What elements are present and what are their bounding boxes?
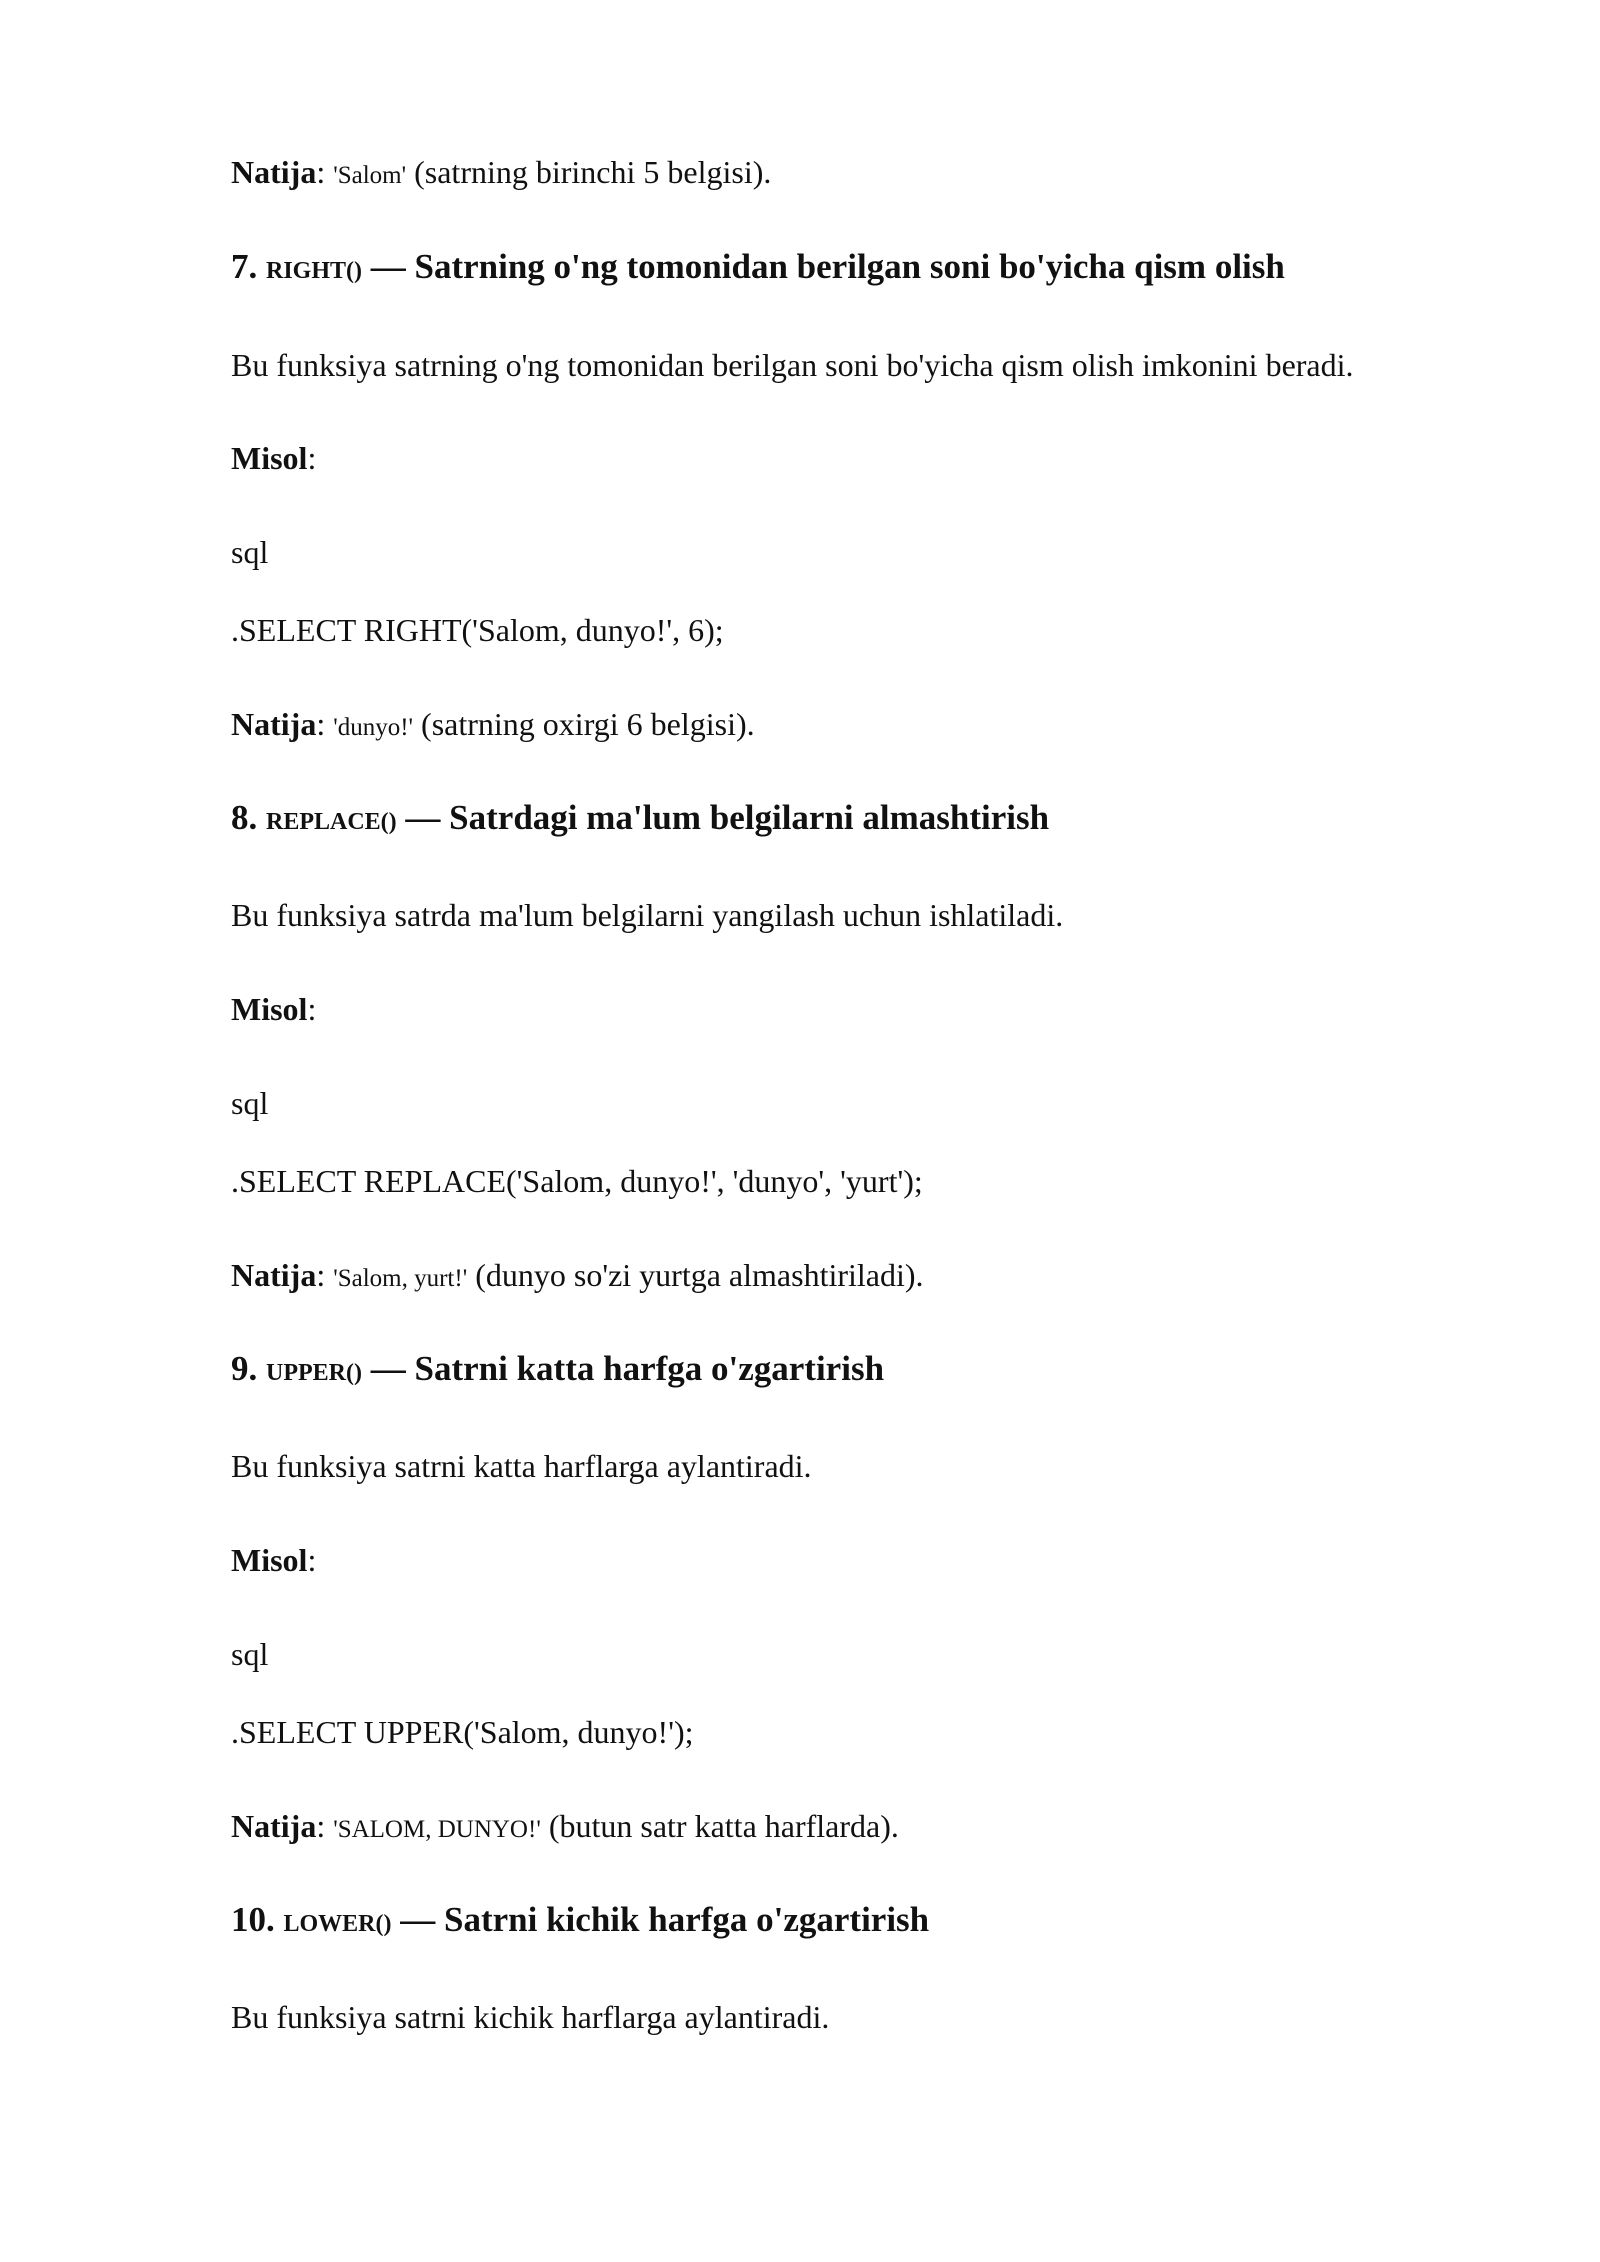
example-colon: : [307, 1542, 317, 1578]
heading-number: 7. [231, 247, 266, 286]
section-heading-lower [231, 1898, 929, 1946]
example-label-line [231, 989, 316, 1029]
section-description: Bu funksiya satrning o'ng tomonidan berilgan soni bo'yicha qism olish imkonini beradi. [231, 347, 1354, 383]
result-line [231, 1255, 924, 1299]
heading-function: UPPER() [266, 1360, 362, 1386]
result-value: 'Salom, yurt!' [333, 1265, 468, 1292]
result-note: (satrning birinchi 5 belgisi). [406, 154, 772, 190]
example-label: Misol [231, 440, 308, 476]
heading-function: REPLACE() [266, 809, 397, 835]
result-value: 'SALOM, DUNYO!' [333, 1816, 541, 1843]
example-label-line [231, 1540, 316, 1580]
heading-number: 9. [231, 1349, 266, 1388]
result-value: 'dunyo!' [333, 714, 414, 741]
heading-title: — Satrni katta harfga o'zgartirish [361, 1349, 885, 1388]
result-separator: : [316, 706, 334, 742]
example-label: Misol [231, 1542, 308, 1578]
result-note: (butun satr katta harflarda). [540, 1808, 899, 1844]
code-language: sql [231, 1085, 269, 1121]
example-colon: : [307, 440, 317, 476]
heading-title: — Satrning o'ng tomonidan berilgan soni bo'yicha qism olish [362, 247, 1285, 286]
result-line [231, 704, 755, 748]
result-label: Natija [231, 706, 317, 742]
result-separator: : [316, 1257, 334, 1293]
section-description: Bu funksiya satrda ma'lum belgilarni yangilash uchun ishlatiladi. [231, 897, 1064, 933]
result-label: Natija [231, 1808, 317, 1844]
section-heading-replace [231, 796, 1049, 844]
result-line [231, 1806, 899, 1850]
code-language: sql [231, 1636, 269, 1672]
result-note: (satrning oxirgi 6 belgisi). [413, 706, 755, 742]
heading-number: 8. [231, 798, 266, 837]
heading-title: — Satrni kichik harfga o'zgartirish [391, 1900, 930, 1939]
example-colon: : [307, 991, 317, 1027]
code-line: .SELECT REPLACE('Salom, dunyo!', 'dunyo', 'yurt'); [231, 1163, 923, 1199]
example-label-line [231, 438, 316, 478]
result-note: (dunyo so'zi yurtga almashtiriladi). [467, 1257, 924, 1293]
section-heading-right [231, 245, 1285, 293]
section-heading-upper [231, 1347, 884, 1395]
code-language: sql [231, 534, 269, 570]
section-description: Bu funksiya satrni kichik harflarga aylantiradi. [231, 1999, 830, 2035]
heading-function: RIGHT() [266, 258, 362, 284]
result-label: Natija [231, 154, 317, 190]
result-separator: : [316, 1808, 334, 1844]
result-value: 'Salom' [333, 162, 407, 189]
result-line [231, 152, 771, 196]
code-line: .SELECT UPPER('Salom, dunyo!'); [231, 1714, 694, 1750]
section-description: Bu funksiya satrni katta harflarga aylantiradi. [231, 1448, 812, 1484]
result-label: Natija [231, 1257, 317, 1293]
heading-number: 10. [231, 1900, 284, 1939]
example-label: Misol [231, 991, 308, 1027]
result-separator: : [316, 154, 334, 190]
code-line: .SELECT RIGHT('Salom, dunyo!', 6); [231, 612, 724, 648]
heading-function: LOWER() [283, 1911, 392, 1937]
heading-title: — Satrdagi ma'lum belgilarni almashtirish [396, 798, 1050, 837]
